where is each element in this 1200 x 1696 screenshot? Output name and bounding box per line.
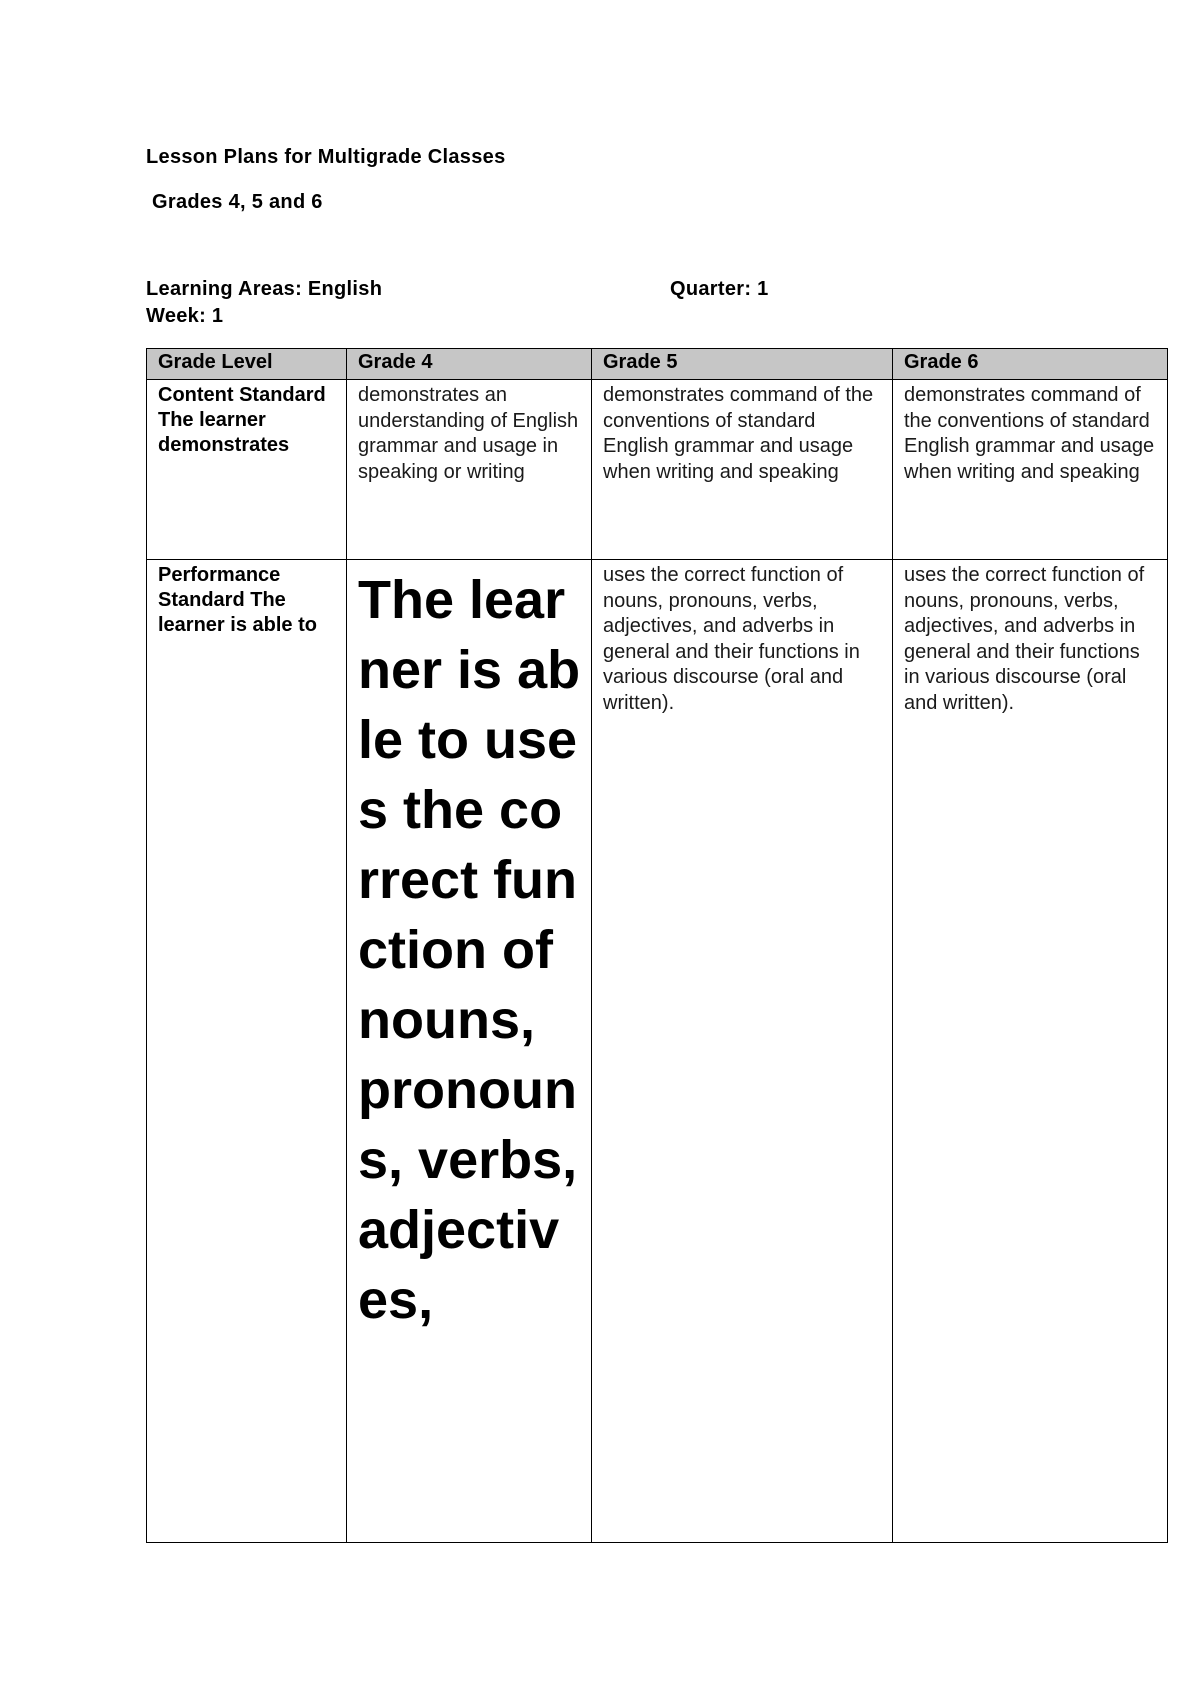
- document-title: Lesson Plans for Multigrade Classes: [146, 146, 506, 168]
- performance-standard-grade-6: uses the correct function of nouns, pronouns, verbs, adjectives, and adverbs in general and their functions in various discourse (oral and written).: [904, 564, 1145, 714]
- content-standard-grade-6: demonstrates command of the conventions of standard English grammar and usage when writing and speaking: [904, 384, 1155, 483]
- content-standard-grade-4-cell: [347, 380, 592, 560]
- content-standard-label-cell: [147, 380, 347, 560]
- header-grade-level: Grade Level: [147, 349, 347, 380]
- performance-standard-grade-5-cell: [592, 560, 893, 1543]
- performance-standard-grade-5: uses the correct function of nouns, pronouns, verbs, adjectives, and adverbs in general and their functions in various discourse (oral and written).: [603, 564, 860, 714]
- header-grade-6: Grade 6: [893, 349, 1168, 380]
- content-standard-grade-6-cell: [893, 380, 1168, 560]
- performance-standard-grade-4: The learner is able to uses the correct function of nouns, pronouns, verbs, adjectives,: [358, 570, 581, 1330]
- quarter-label: Quarter: 1: [670, 278, 769, 300]
- header-grade-5: Grade 5: [592, 349, 893, 380]
- content-standard-grade-4: demonstrates an understanding of English grammar and usage in speaking or writing: [358, 384, 579, 483]
- performance-standard-grade-6-cell: [893, 560, 1168, 1543]
- week-label: Week: 1: [146, 305, 224, 327]
- content-standard-label: Content Standard: [158, 384, 326, 406]
- lesson-plan-table: [146, 348, 1168, 1543]
- performance-standard-label-cell: [147, 560, 347, 1543]
- table-row-performance-standard: [147, 560, 1168, 1543]
- document-subtitle: Grades 4, 5 and 6: [152, 191, 323, 213]
- table-header-row: [147, 349, 1168, 380]
- learning-areas-label: Learning Areas: English: [146, 278, 383, 300]
- content-standard-grade-5: demonstrates command of the conventions of standard English grammar and usage when writing and speaking: [603, 384, 874, 483]
- header-grade-4: Grade 4: [347, 349, 592, 380]
- performance-standard-label: Performance Standard The learner is able to: [158, 564, 317, 636]
- content-standard-sublabel: The learner demonstrates: [158, 409, 290, 456]
- table-row-content-standard: [147, 380, 1168, 560]
- performance-standard-grade-4-cell: [347, 560, 592, 1543]
- content-standard-grade-5-cell: [592, 380, 893, 560]
